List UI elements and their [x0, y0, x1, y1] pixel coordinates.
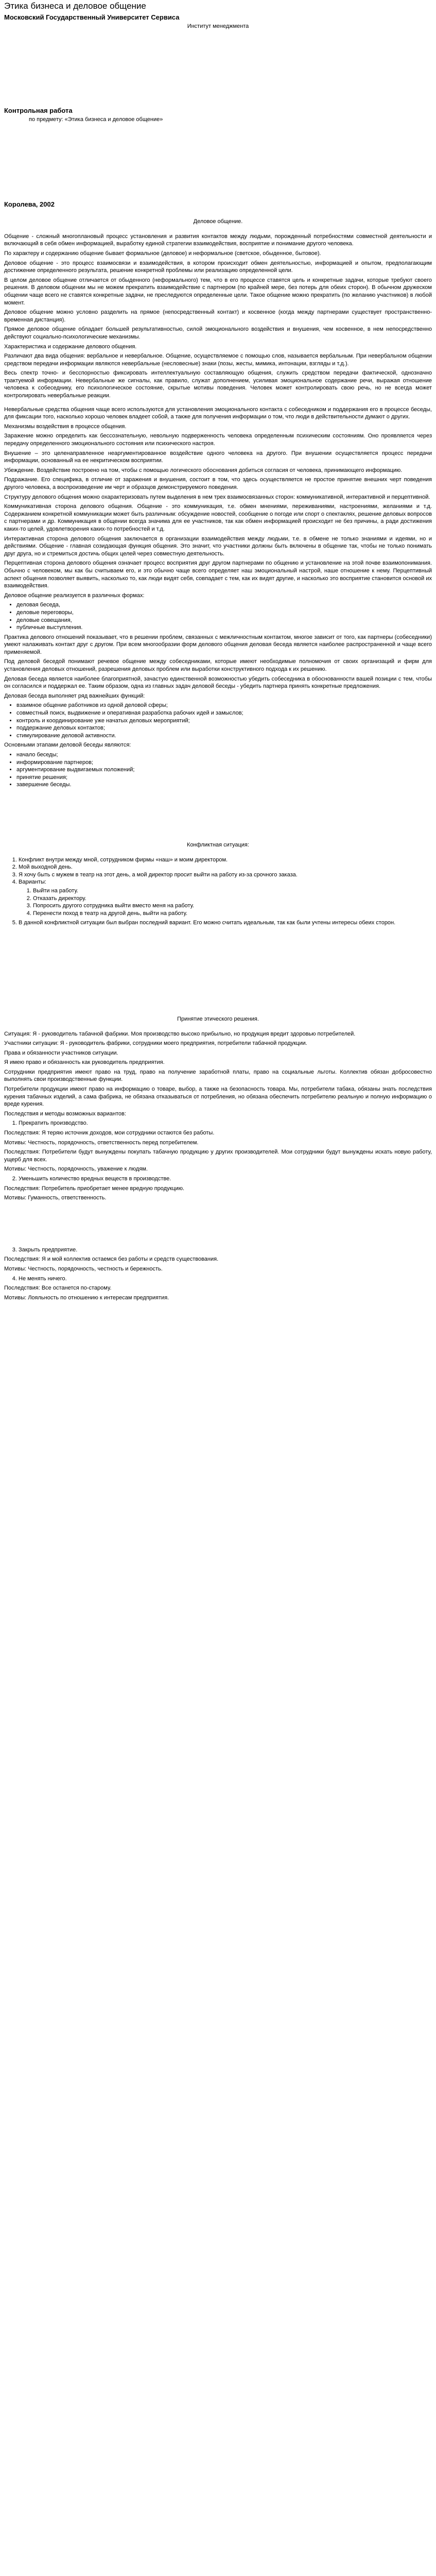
- paragraph: Потребители продукции имеют право на информацию о товаре, выбор, а также на безопасность товара. Мы, потребители табака, обязаны знать последствия курения табачных изделий, а сама фабрика, не обязана отказываться от потребления, но обязана обеспечить потребителю реальную и полную информацию о вреде курения.: [4, 1086, 432, 1108]
- list-item: 4. Перенести поход в театр на другой день, выйти на работу.: [33, 910, 432, 918]
- spacer: [4, 929, 432, 1006]
- section-heading: Принятие этического решения.: [177, 1015, 259, 1022]
- paragraph: Участники ситуации: Я - руководитель фабрики, сотрудники моего предприятия, потребители табачной продукции.: [4, 1040, 307, 1047]
- list-item: • публичные выступления.: [16, 624, 432, 632]
- paragraph: Под деловой беседой понимают речевое общение между собеседниками, которые имеют необходимые полномочия от своих организаций и фирм для установления деловых отношений, разрешения деловых проблем или выработки конструктивного подхода к их решению.: [4, 658, 432, 673]
- paragraph: Мотивы: Честность, порядочность, честность и бережность.: [4, 1265, 163, 1272]
- stages-list: [4, 751, 432, 789]
- paragraph: Сотрудники предприятия имеют право на труд, право на получение заработной платы, право на социальные льготы. Коллектив обязан добросовестно выполнять свои производственные функции.: [4, 1069, 432, 1083]
- variant-list-4: [4, 1275, 432, 1283]
- paragraph: Механизмы воздействия в процессе общения.: [4, 423, 127, 430]
- paragraph: Последствия: Я теряю источник доходов, мои сотрудники остаются без работы.: [4, 1130, 215, 1137]
- institute-name: Институт менеджмента: [187, 23, 249, 29]
- paragraph: Невербальные средства общения чаще всего используются для установления эмоционального контакта с собеседником и поддержания его в процессе беседы, для фиксации того, насколько хорошо человек владеет собой, а также для получения информации о том, что люди в действительности думают о других.: [4, 406, 432, 420]
- paragraph: Подражание. Его специфика, в отличие от заражения и внушения, состоит в том, что здесь осуществляется не простое принятие внешних черт поведения другого человека, а воспроизведение им черт и образцов демонстрируемого поведения.: [4, 477, 432, 490]
- list-item: [19, 878, 432, 917]
- paragraph: Последствия: Потребители будут вынуждены покупать табачную продукцию у других производителей. Мои сотрудники будут вынуждены искать новую работу, ущерб для всех.: [4, 1149, 432, 1163]
- paragraph: Последствия: Все останется по-старому.: [4, 1285, 112, 1292]
- paragraph: Я имею право и обязанность как руководитель предприятия.: [4, 1059, 165, 1066]
- list-item: • информирование партнеров;: [16, 759, 432, 767]
- list-item: 5. В данной конфликтной ситуации был выбран последний вариант. Его можно считать идеальным, так как были учтены интересы обеих сторон.: [19, 919, 432, 927]
- list-item: 1. Прекратить производство.: [19, 1120, 432, 1127]
- paragraph: По характеру и содержанию общение бывает формальное (деловое) и неформальное (светское, обыденное, бытовое).: [4, 250, 321, 257]
- document: [0, 1, 436, 1301]
- paragraph: Внушение – это целенаправленное неаргументированное воздействие одного человека на другого. При внушении осуществляется процесс передачи информации, основанный на ее некритическом восприятии.: [4, 450, 432, 464]
- variant-list-2: [4, 1175, 432, 1183]
- list-item: 2. Мой выходной день.: [19, 863, 432, 871]
- paragraph: Последствия: Я и мой коллектив остаемся без работы и средств существования.: [4, 1256, 219, 1263]
- list-item: • деловая беседа,: [16, 601, 432, 609]
- paragraph: Весь спектр точно- и бесспорностью фиксировать интеллектуальную составляющую общения, служить средством передачи фактической, однозначно трактуемой информации. Невербальные же сигналы, как правило, служат дополнением, усиливая эмоциональное содержание речи, выражая отношение человека к собеседнику, его психологическое состояние, скрытые мотивы поведения. Человек может контролировать свою речь, но не всегда может контролировать невербальные реакции.: [4, 370, 432, 399]
- paragraph: Структуру делового общения можно охарактеризовать путем выделения в нем трех взаимосвязанных сторон: коммуникативной, интерактивной и перцептивной.: [4, 494, 430, 500]
- list-item: • деловые совещания,: [16, 617, 432, 624]
- paragraph: Заражение можно определить как бессознательную, невольную подверженность человека определенным психическим состояниям. Оно проявляется через передачу определенного эмоционального состояния или психического настроя.: [4, 433, 432, 447]
- paragraph: Убеждение. Воздействие построено на том, чтобы с помощью логического обоснования добиться согласия от человека, принимающего информацию.: [4, 467, 403, 473]
- paragraph: Деловое общение можно условно разделить на прямое (непосредственный контакт) и косвенное (когда между партнерами существует пространственно-временная дистанция).: [4, 309, 432, 323]
- list-item: • аргументирование выдвигаемых положений;: [16, 766, 432, 774]
- paragraph: Последствия и методы возможных вариантов:: [4, 1110, 126, 1117]
- paragraph: Деловая беседа является наиболее благоприятной, зачастую единственной возможностью убедить собеседника в обоснованности вашей позиции с тем, чтобы он согласился и поддержал ее. Таким образом, одна из главных задач деловой беседы - убедить партнера принять конкретные предложения.: [4, 675, 432, 690]
- paragraph: Мотивы: Честность, порядочность, уважение к людям.: [4, 1166, 148, 1173]
- work-title: Контрольная работа: [4, 106, 73, 114]
- conflict-list: [4, 856, 432, 927]
- spacer: [4, 791, 432, 832]
- list-item: • контроль и координирование уже начатых деловых мероприятий;: [16, 717, 432, 725]
- section-heading: Деловое общение.: [193, 218, 243, 225]
- forms-list: [4, 601, 432, 631]
- paragraph: Деловое общение реализуется в различных формах:: [4, 592, 145, 599]
- paragraph: Мотивы: Гуманность, ответственность.: [4, 1195, 107, 1201]
- list-item: • поддержание деловых контактов;: [16, 724, 432, 732]
- list-item: 3. Попросить другого сотрудника выйти вместо меня на работу.: [33, 902, 432, 910]
- paragraph: Деловая беседа выполняет ряд важнейших функций:: [4, 692, 145, 699]
- paragraph: Основными этапами деловой беседы являются:: [4, 742, 131, 749]
- functions-list: [4, 702, 432, 739]
- variant-list-1: [4, 1120, 432, 1127]
- list-item: • деловые переговоры,: [16, 609, 432, 617]
- variant-list-3: [4, 1246, 432, 1254]
- author-line: Королева, 2002: [4, 200, 55, 209]
- paragraph: Мотивы: Честность, порядочность, ответственность перед потребителем.: [4, 1139, 199, 1146]
- page-title: Этика бизнеса и деловое общение: [4, 1, 146, 11]
- paragraph: Характеристика и содержание делового общения.: [4, 343, 137, 350]
- list-item: • стимулирование деловой активности.: [16, 732, 432, 740]
- paragraph: Перцептивная сторона делового общения означает процесс восприятия друг другом партнерами по общению и установление на этой почве взаимопонимания. Обычно с человеком, мы как бы считываем его, и это обычно чаще всего определяет наш эмоциональный настрой, наше отношение к нему. Перцептивный аспект общения позволяет выявить, насколько то, как люди видят себя, совпадает с тем, как их видят другие, и насколько это восприятие становится основой их взаимодействия.: [4, 560, 432, 589]
- paragraph: В целом деловое общение отличается от обыденного (неформального) тем, что в его процессе ставятся цель и конкретные задачи, которые требуют своего решения. В деловом общении мы не можем прекратить взаимодействие с партнером (по крайней мере, без потерь для обеих сторон). В обычном дружеском общении чаще всего не ставятся конкретные задачи, не преследуются определенные цели. Такое общение можно прекратить (по желанию участников) в любой момент.: [4, 277, 432, 306]
- organization-name: Московский Государственный Университет Сервиса: [4, 13, 180, 21]
- paragraph: Различают два вида общения: вербальное и невербальное. Общение, осуществляемое с помощью слов, называется вербальным. При невербальном общении средством передачи информации являются невербальные (несловесные) знаки (позы, жесты, мимика, интонации, взгляды и т.д.).: [4, 353, 432, 367]
- list-item: 1. Конфликт внутри между мной, сотрудником фирмы «наш» и моим директором.: [19, 856, 432, 864]
- paragraph: Деловое общение - это процесс взаимосвязи и взаимодействия, в котором происходит обмен деятельностью, информацией и опытом, предполагающим достижение определенного результата, решение конкретной проблемы или реализацию определенной цели.: [4, 260, 432, 274]
- paragraph: Прямое деловое общение обладает большей результативностью, силой эмоционального воздействия и внушения, чем косвенное, в нем непосредственно действуют социально-психологические механизмы.: [4, 326, 432, 340]
- list-item: 2. Уменьшить количество вредных веществ в производстве.: [19, 1175, 432, 1183]
- options-list: [19, 887, 432, 917]
- paragraph: Мотивы: Лояльность по отношению к интересам предприятия.: [4, 1294, 169, 1301]
- list-item: • взаимное общение работников из одной деловой сферы;: [16, 702, 432, 709]
- list-item: • начало беседы;: [16, 751, 432, 759]
- paragraph: Интерактивная сторона делового общения заключается в организации взаимодействия между людьми, т.е. в обмене не только знаниями и идеями, но и действиями. Общение - главная созидающая функция общения. Это значит, что участники должны быть включены в общение так, чтобы не только понимать друг друга, но и стремиться достичь общих целей через совместную деятельность.: [4, 535, 432, 557]
- subject-line: по предмету: «Этика бизнеса и деловое общение»: [29, 116, 163, 123]
- list-item: 2. Отказать директору.: [33, 895, 432, 903]
- paragraph: Права и обязанности участников ситуации.: [4, 1049, 118, 1056]
- section-heading: Конфликтная ситуация:: [187, 841, 249, 848]
- list-item-label: Варианты:: [19, 879, 46, 886]
- list-item: • принятие решения;: [16, 774, 432, 782]
- spacer: [4, 1204, 432, 1245]
- list-item: • совместный поиск, выдвижение и оперативная разработка рабочих идей и замыслов;: [16, 709, 432, 717]
- list-item: 3. Я хочу быть с мужем в театр на этот день, а мой директор просит выйти на работу из-за срочного заказа.: [19, 871, 432, 879]
- list-item: 1. Выйти на работу.: [33, 887, 432, 895]
- list-item: 4. Не менять ничего.: [19, 1275, 432, 1283]
- paragraph: Коммуникативная сторона делового общения. Общение - это коммуникация, т.е. обмен мнениями, переживаниями, настроениями, желаниями и т.д. Содержанием конкретной коммуникации может быть различным: обсуждение новостей, сообщение о погоде или спорт о спектаклях, решение деловых вопросов с партнерами и др. Коммуникация в общении всегда значима для ее участников, так как обмен информацией происходит не без причины, а ради достижения каких-то целей, удовлетворения каких-то потребностей и т.д.: [4, 503, 432, 532]
- paragraph: Практика делового отношений показывает, что в решении проблем, связанных с межличностным контактом, многое зависит от того, как партнеры (собеседники) умеют налаживать контакт друг с другом. При всем многообразии форм делового общения деловая беседа является наиболее распространенной и чаще всего применяемой.: [4, 634, 432, 655]
- paragraph: Ситуация: Я - руководитель табачной фабрики. Моя производство высоко прибыльно, но продукция вредит здоровью потребителей.: [4, 1030, 356, 1037]
- list-item: 3. Закрыть предприятие.: [19, 1246, 432, 1254]
- paragraph: Последствия: Потребитель приобретает менее вредную продукцию.: [4, 1185, 185, 1192]
- paragraph: Общение - сложный многоплановый процесс установления и развития контактов между людьми, порожденный потребностями совместной деятельности и включающий в себя обмен информацией, выработку единой стратегии взаимодействия, восприятие и понимание другого человека.: [4, 233, 432, 247]
- list-item: • завершение беседы.: [16, 781, 432, 789]
